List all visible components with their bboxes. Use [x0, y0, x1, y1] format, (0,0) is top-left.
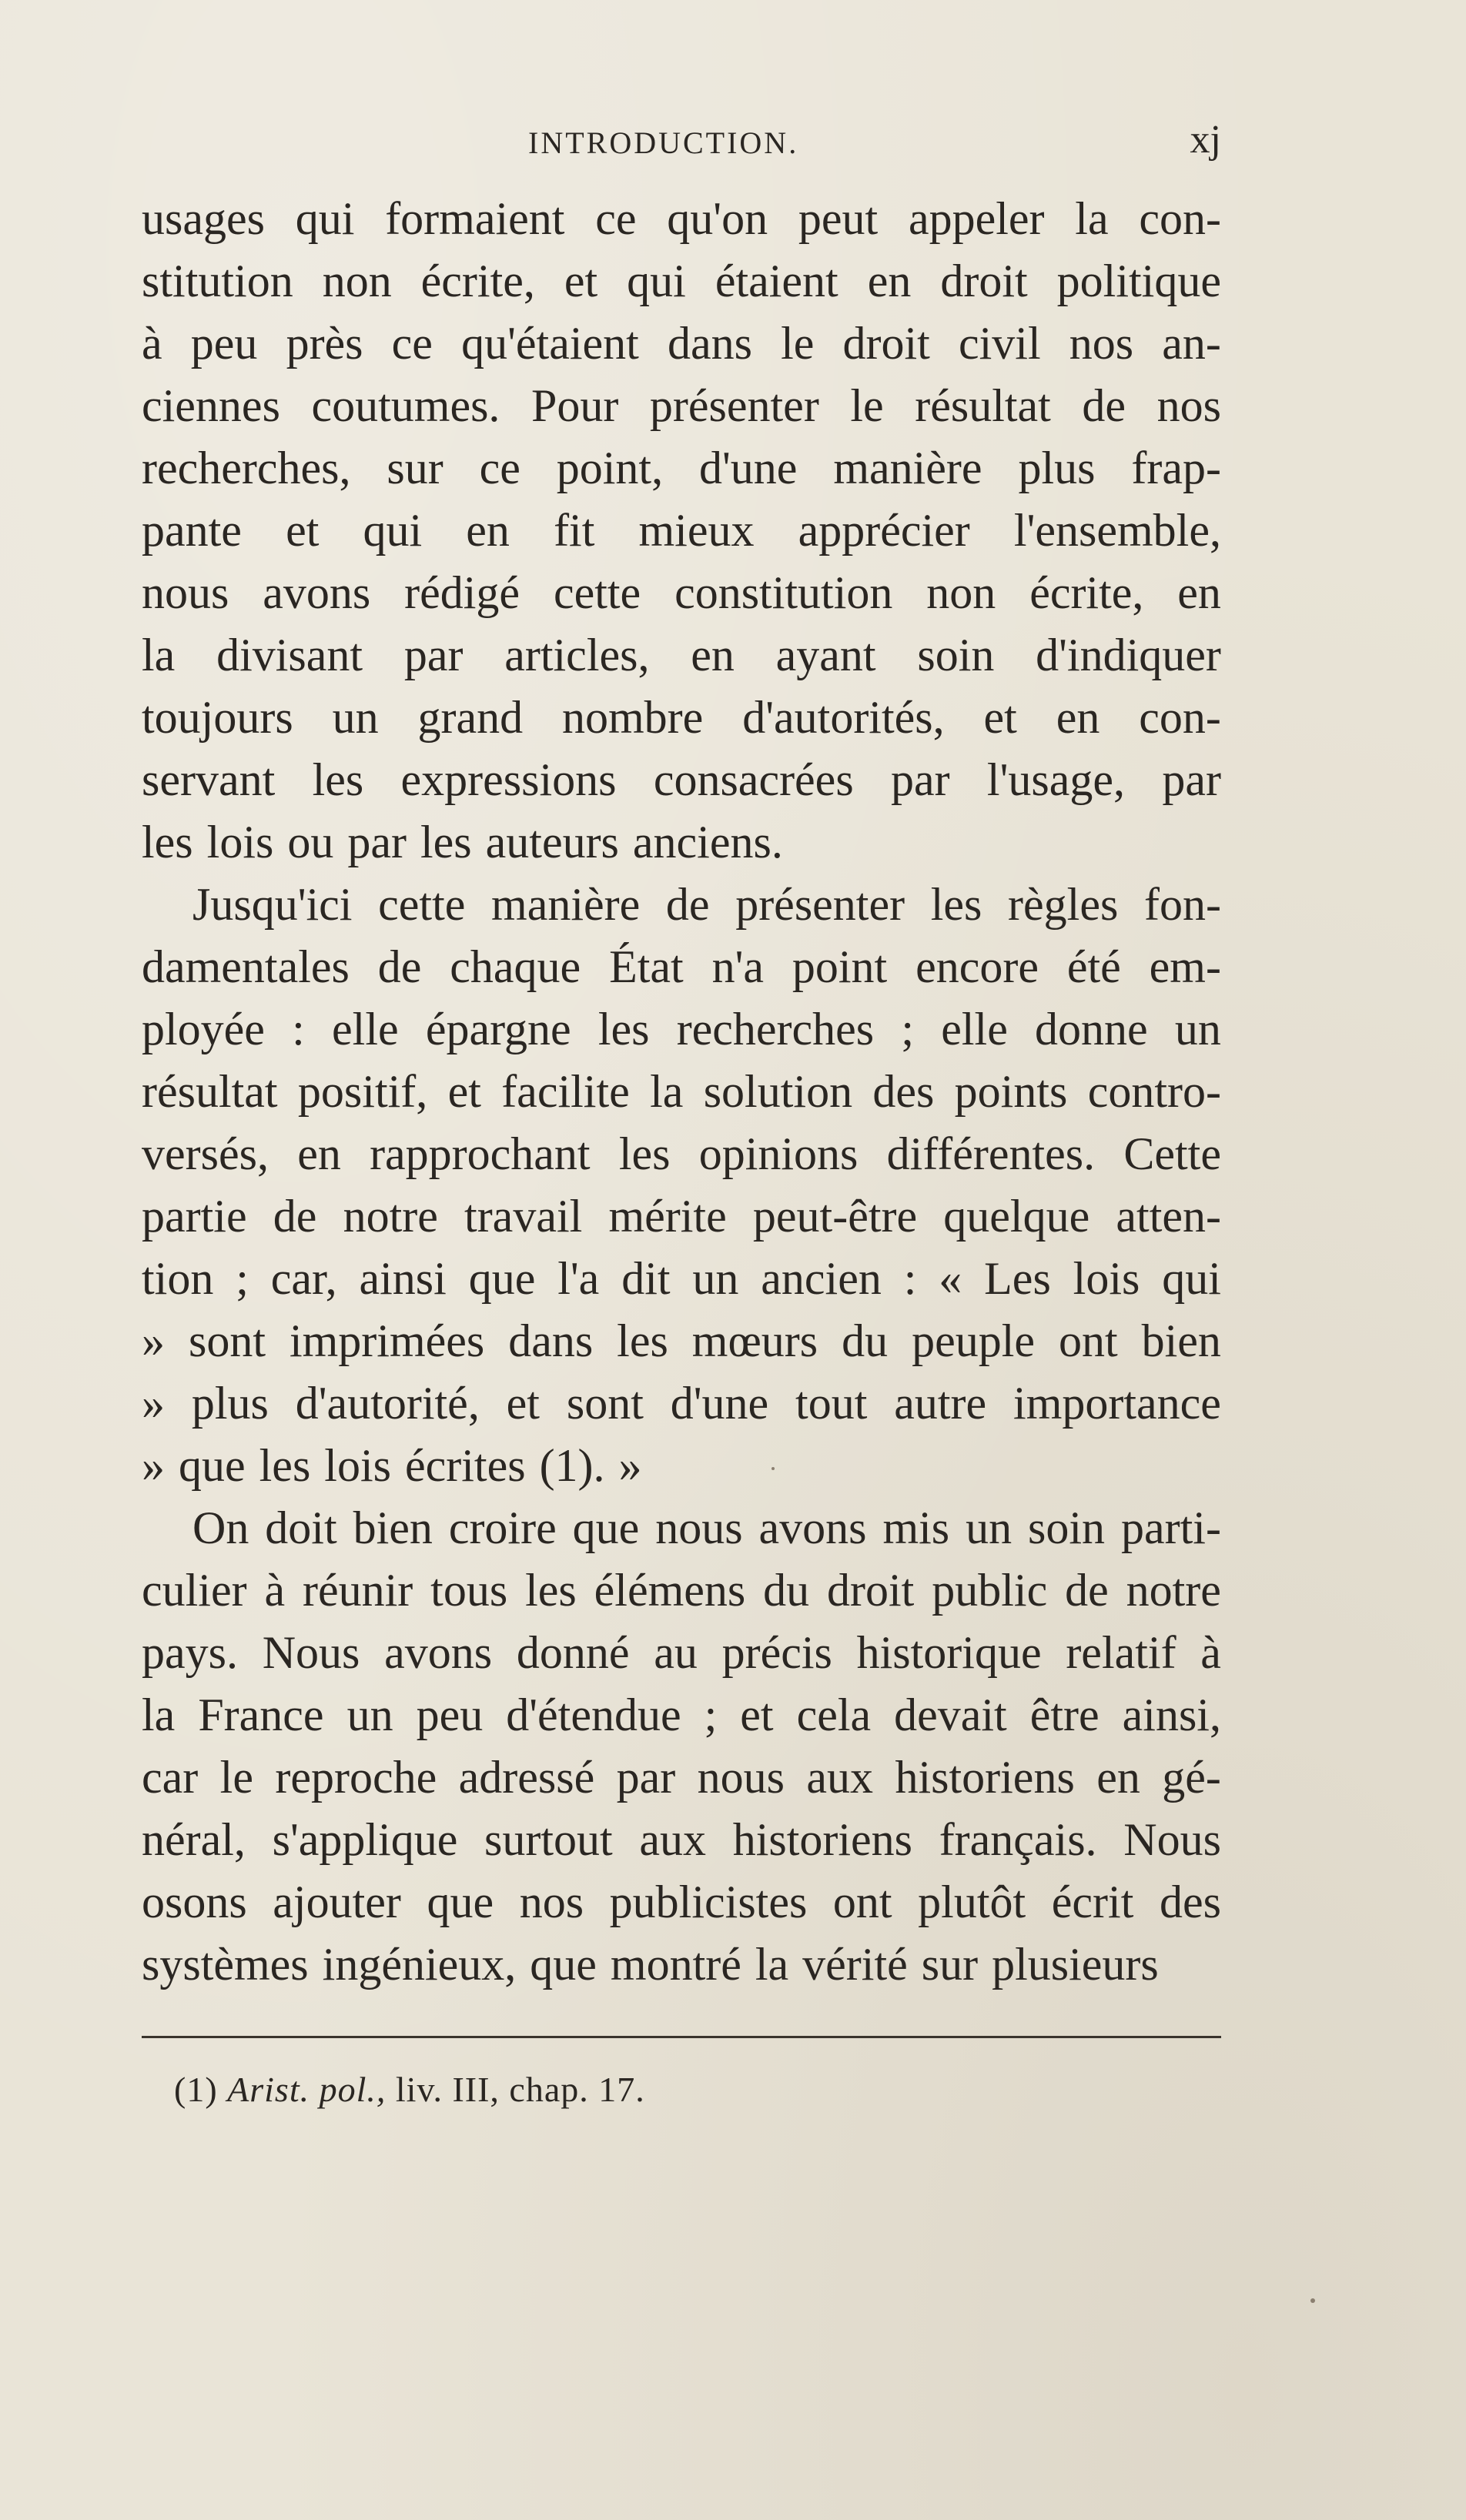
- text-line: pays. Nous avons donné au précis historique relatif à: [142, 1627, 1221, 1678]
- text-line: ciennes coutumes. Pour présenter le résultat de nos: [142, 380, 1221, 431]
- text-line: » que les lois écrites (1). »: [142, 1440, 642, 1491]
- page-number: xj: [1190, 118, 1221, 162]
- text-line: stitution non écrite, et qui étaient en droit politique: [142, 256, 1221, 306]
- paragraph-3: [142, 1497, 1221, 1996]
- text-line: partie de notre travail mérite peut-être quelque atten-: [142, 1191, 1221, 1242]
- text-line: la France un peu d'étendue ; et cela devait être ainsi,: [142, 1689, 1221, 1740]
- text-line: car le reproche adressé par nous aux historiens en gé-: [142, 1752, 1221, 1803]
- footnote-reference: liv. III, chap. 17.: [395, 2070, 645, 2109]
- text-line: résultat positif, et facilite la solution des points contro-: [142, 1066, 1221, 1117]
- text-line: usages qui formaient ce qu'on peut appeler la con-: [142, 193, 1221, 244]
- text-line: damentales de chaque État n'a point encore été em-: [142, 941, 1221, 992]
- text-line: ployée : elle épargne les recherches ; elle donne un: [142, 1004, 1221, 1054]
- footnote-marker: (1): [174, 2070, 218, 2109]
- text-line: recherches, sur ce point, d'une manière plus frap-: [142, 443, 1221, 493]
- footnote-source: Arist. pol.,: [227, 2070, 387, 2109]
- text-line: culier à réunir tous les élémens du droit public de notre: [142, 1565, 1221, 1616]
- text-line: On doit bien croire que nous avons mis un soin parti-: [192, 1502, 1221, 1553]
- text-line: Jusqu'ici cette manière de présenter les règles fon-: [192, 879, 1221, 930]
- text-line: osons ajouter que nos publicistes ont plutôt écrit des: [142, 1877, 1221, 1927]
- paragraph-1: [142, 188, 1221, 874]
- body-text: [142, 188, 1221, 1996]
- footnote: [174, 2069, 645, 2110]
- text-line: versés, en rapprochant les opinions différentes. Cette: [142, 1128, 1221, 1179]
- text-line: systèmes ingénieux, que montré la vérité sur plusieurs: [142, 1939, 1159, 1990]
- text-line: » sont imprimées dans les mœurs du peuple ont bien: [142, 1315, 1221, 1366]
- text-line: néral, s'applique surtout aux historiens français. Nous: [142, 1814, 1221, 1865]
- text-line: pante et qui en fit mieux apprécier l'ensemble,: [142, 505, 1221, 556]
- text-line: » plus d'autorité, et sont d'une tout autre importance: [142, 1378, 1221, 1429]
- text-line: les lois ou par les auteurs anciens.: [142, 817, 783, 867]
- text-line: servant les expressions consacrées par l'usage, par: [142, 754, 1221, 805]
- text-line: à peu près ce qu'étaient dans le droit civil nos an-: [142, 318, 1221, 369]
- text-line: toujours un grand nombre d'autorités, et en con-: [142, 692, 1221, 743]
- paragraph-2: [142, 874, 1221, 1497]
- paper-speck: [771, 1467, 775, 1470]
- running-head: [143, 117, 1221, 175]
- paper-speck: [1310, 2298, 1315, 2303]
- text-line: la divisant par articles, en ayant soin d'indiquer: [142, 630, 1221, 680]
- footnote-rule: [142, 2036, 1221, 2038]
- text-line: nous avons rédigé cette constitution non écrite, en: [142, 567, 1221, 618]
- text-line: tion ; car, ainsi que l'a dit un ancien : « Les lois qui: [142, 1253, 1221, 1304]
- running-title: INTRODUCTION.: [528, 125, 799, 160]
